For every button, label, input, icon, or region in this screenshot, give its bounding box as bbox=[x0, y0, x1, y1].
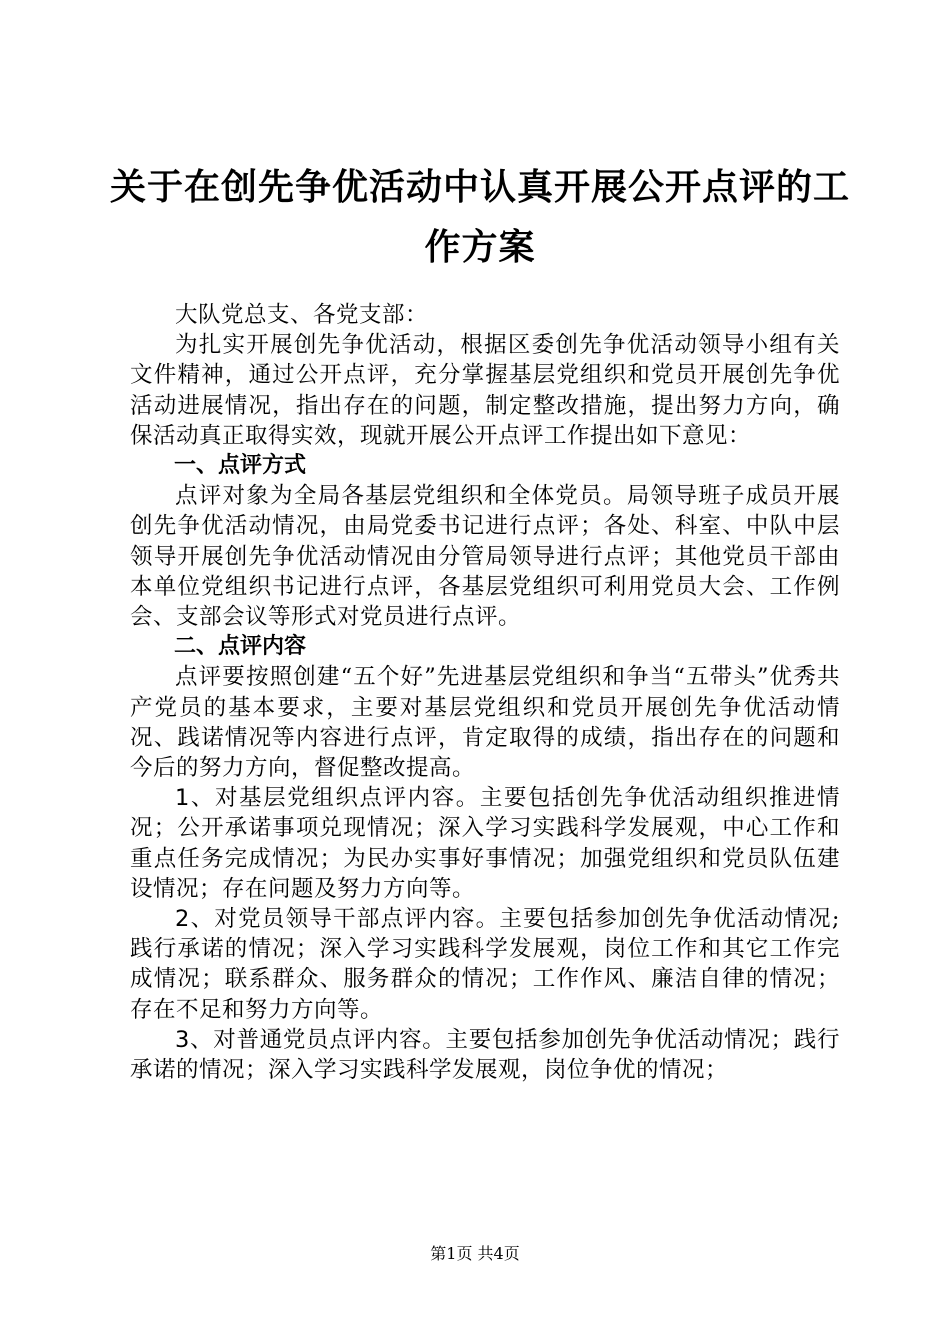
salutation: 大队党总支、各党支部： bbox=[175, 302, 429, 328]
list-item-lead: 2、对党员领导干部点评内容。 bbox=[175, 906, 500, 933]
document-body bbox=[130, 300, 840, 1085]
page-footer: 第1页 共4页 bbox=[430, 1244, 520, 1263]
list-item-text: 主要包括参加创先争优活动情况；践行承诺的情况；深入学习实践科学发展观，岗位争优的情况； bbox=[130, 1026, 840, 1084]
section-heading-content: 二、点评内容 bbox=[174, 634, 307, 660]
section-text-content: 点评要按照创建“五个好”先进基层党组织和争当“五带头”优秀共产党员的基本要求，主要对基层党组织和党员开展创先争优活动情况、践诺情况等内容进行点评，肯定取得的成绩，指出存在的问题和今后的努力方向，督促整改提高。 bbox=[130, 664, 840, 782]
intro-paragraph: 为扎实开展创先争优活动，根据区委创先争优活动领导小组有关文件精神，通过公开点评，充分掌握基层党组织和党员开展创先争优活动进展情况，指出存在的问题，制定整改措施，提出努力方向，确保活动真正取得实效，现就开展公开点评工作提出如下意见： bbox=[130, 332, 840, 449]
list-item bbox=[130, 783, 840, 904]
list-item-lead: 1、对基层党组织点评内容。 bbox=[175, 785, 480, 812]
section-heading-method: 一、点评方式 bbox=[174, 453, 307, 479]
list-item bbox=[130, 1025, 840, 1085]
list-item-text: 主要包括创先争优活动组织推进情况；公开承诺事项兑现情况；深入学习实践科学发展观，中心工作和重点任务完成情况；为民办实事好事情况；加强党组织和党员队伍建设情况；存在问题及努力方向等。 bbox=[130, 785, 840, 902]
list-item-lead: 3、对普通党员点评内容。 bbox=[175, 1026, 446, 1053]
section-text-method: 点评对象为全局各基层党组织和全体党员。局领导班子成员开展创先争优活动情况，由局党委书记进行点评；各处、科室、中队中层领导开展创先争优活动情况由分管局领导进行点评；其他党员干部由本单位党组织书记进行点评，各基层党组织可利用党员大会、工作例会、支部会议等形式对党员进行点评。 bbox=[130, 483, 840, 631]
list-item bbox=[130, 904, 840, 1025]
list-item-text: 主要包括参加创先争优活动情况;践行承诺的情况；深入学习实践科学发展观，岗位工作和其它工作完成情况；联系群众、服务群众的情况；工作作风、廉洁自律的情况；存在不足和努力方向等。 bbox=[130, 906, 840, 1023]
document-title: 关于在创先争优活动中认真开展公开点评的工作方案 bbox=[110, 167, 851, 268]
